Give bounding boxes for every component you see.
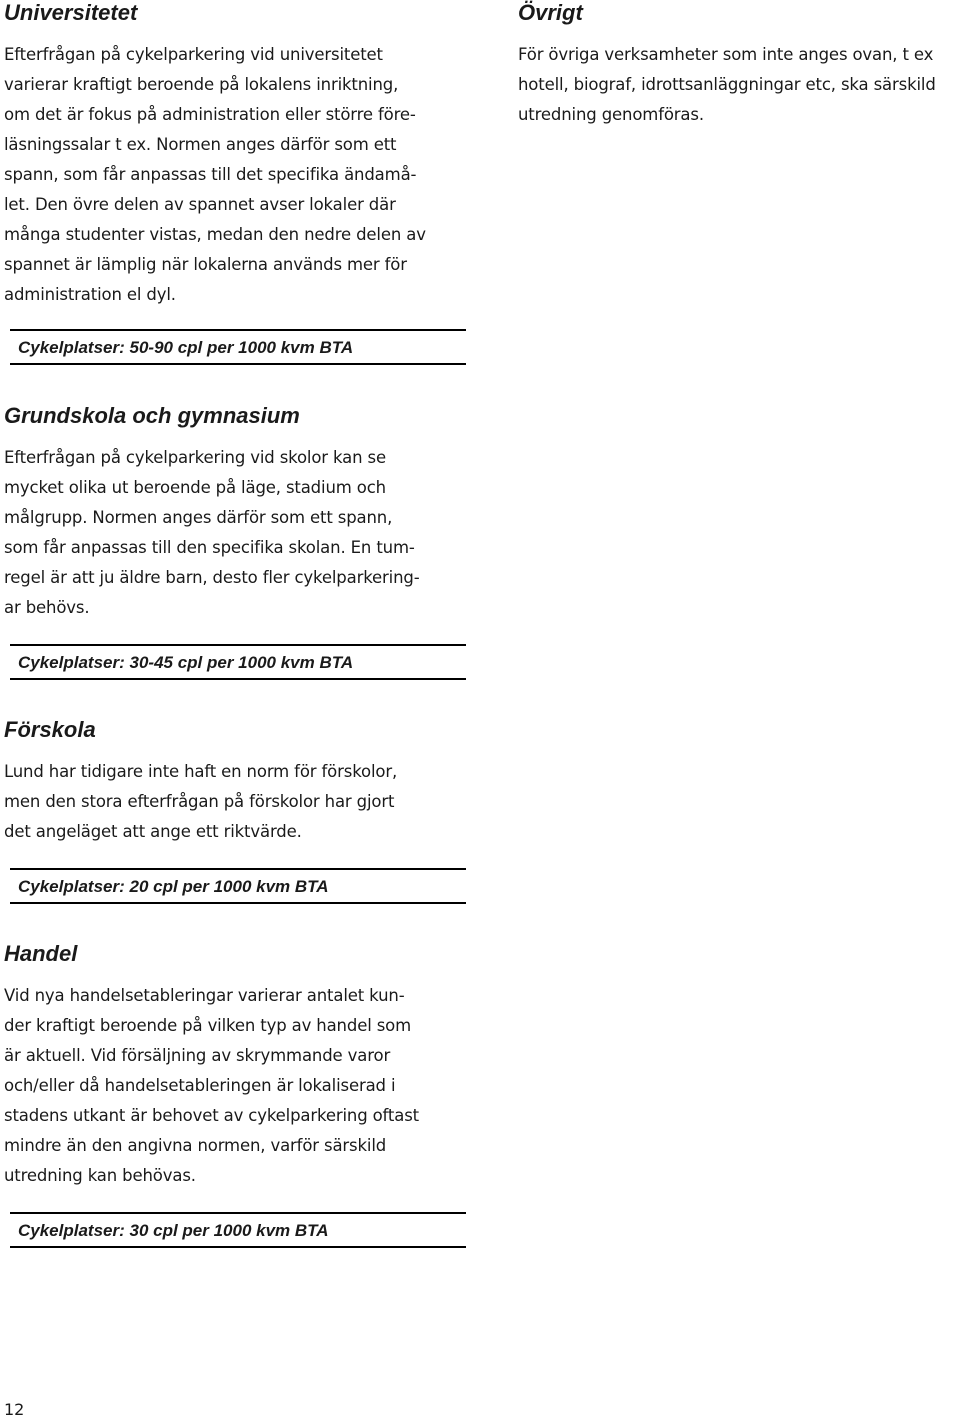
body-line: der kraftigt beroende på vilken typ av handel som (4, 1016, 412, 1035)
body-line: som får anpassas till den specifika skolan. En tum- (4, 538, 415, 557)
body-line: stadens utkant är behovet av cykelparkering oftast (4, 1106, 419, 1125)
body-line: många studenter vistas, medan den nedre delen av (4, 225, 426, 244)
body-line: målgrupp. Normen anges därför som ett spann, (4, 508, 393, 527)
section-heading: Grundskola och gymnasium (4, 403, 300, 428)
section-universitetet (4, 0, 466, 310)
norm-text: Cykelplatser: 30 cpl per 1000 kvm BTA (18, 1221, 329, 1240)
body-line: Vid nya handelsetableringar varierar antalet kun- (4, 986, 405, 1005)
section-handel (4, 941, 466, 1191)
body-line: det angeläget att ange ett riktvärde. (4, 822, 302, 841)
section-heading: Förskola (4, 717, 96, 742)
body-line: regel är att ju äldre barn, desto fler cykelparkering- (4, 568, 420, 587)
norm-box-forskola (10, 868, 466, 904)
norm-box-grundskola (10, 644, 466, 680)
section-heading: Universitetet (4, 0, 138, 25)
section-body (4, 443, 466, 623)
body-line: spannet är lämplig när lokalerna används mer för (4, 255, 407, 274)
norm-text: Cykelplatser: 30-45 cpl per 1000 kvm BTA (18, 653, 354, 672)
body-line: administration el dyl. (4, 285, 176, 304)
body-line: mycket olika ut beroende på läge, stadium och (4, 478, 386, 497)
section-body (518, 40, 958, 130)
norm-text: Cykelplatser: 20 cpl per 1000 kvm BTA (18, 877, 329, 896)
body-line: och/eller då handelsetableringen är lokaliserad i (4, 1076, 396, 1095)
body-line: läsningssalar t ex. Normen anges därför som ett (4, 135, 397, 154)
body-line: utredning kan behövas. (4, 1166, 196, 1185)
body-line: spann, som får anpassas till det specifika ändamå- (4, 165, 417, 184)
body-line: ar behövs. (4, 598, 90, 617)
body-line: mindre än den angivna normen, varför särskild (4, 1136, 387, 1155)
body-line: är aktuell. Vid försäljning av skrymmande varor (4, 1046, 391, 1065)
section-forskola (4, 717, 466, 847)
page-number: 12 (4, 1400, 25, 1419)
section-heading: Övrigt (518, 0, 583, 25)
body-line: hotell, biograf, idrottsanläggningar etc, ska särskild (518, 75, 936, 94)
body-line: utredning genomföras. (518, 105, 704, 124)
norm-box-universitetet (10, 329, 466, 365)
norm-box-handel (10, 1212, 466, 1248)
body-line: om det är fokus på administration eller större före- (4, 105, 416, 124)
body-line: Efterfrågan på cykelparkering vid universitetet (4, 45, 383, 64)
section-heading: Handel (4, 941, 78, 966)
norm-text: Cykelplatser: 50-90 cpl per 1000 kvm BTA (18, 338, 354, 357)
body-line: let. Den övre delen av spannet avser lokaler där (4, 195, 396, 214)
section-body (4, 757, 466, 847)
body-line: Lund har tidigare inte haft en norm för förskolor, (4, 762, 398, 781)
body-line: Efterfrågan på cykelparkering vid skolor kan se (4, 448, 386, 467)
section-ovrigt (518, 0, 958, 130)
body-line: men den stora efterfrågan på förskolor har gjort (4, 792, 395, 811)
section-body (4, 981, 466, 1191)
section-body (4, 40, 466, 310)
section-grundskola (4, 403, 466, 623)
body-line: varierar kraftigt beroende på lokalens inriktning, (4, 75, 399, 94)
body-line: För övriga verksamheter som inte anges ovan, t ex (518, 45, 934, 64)
